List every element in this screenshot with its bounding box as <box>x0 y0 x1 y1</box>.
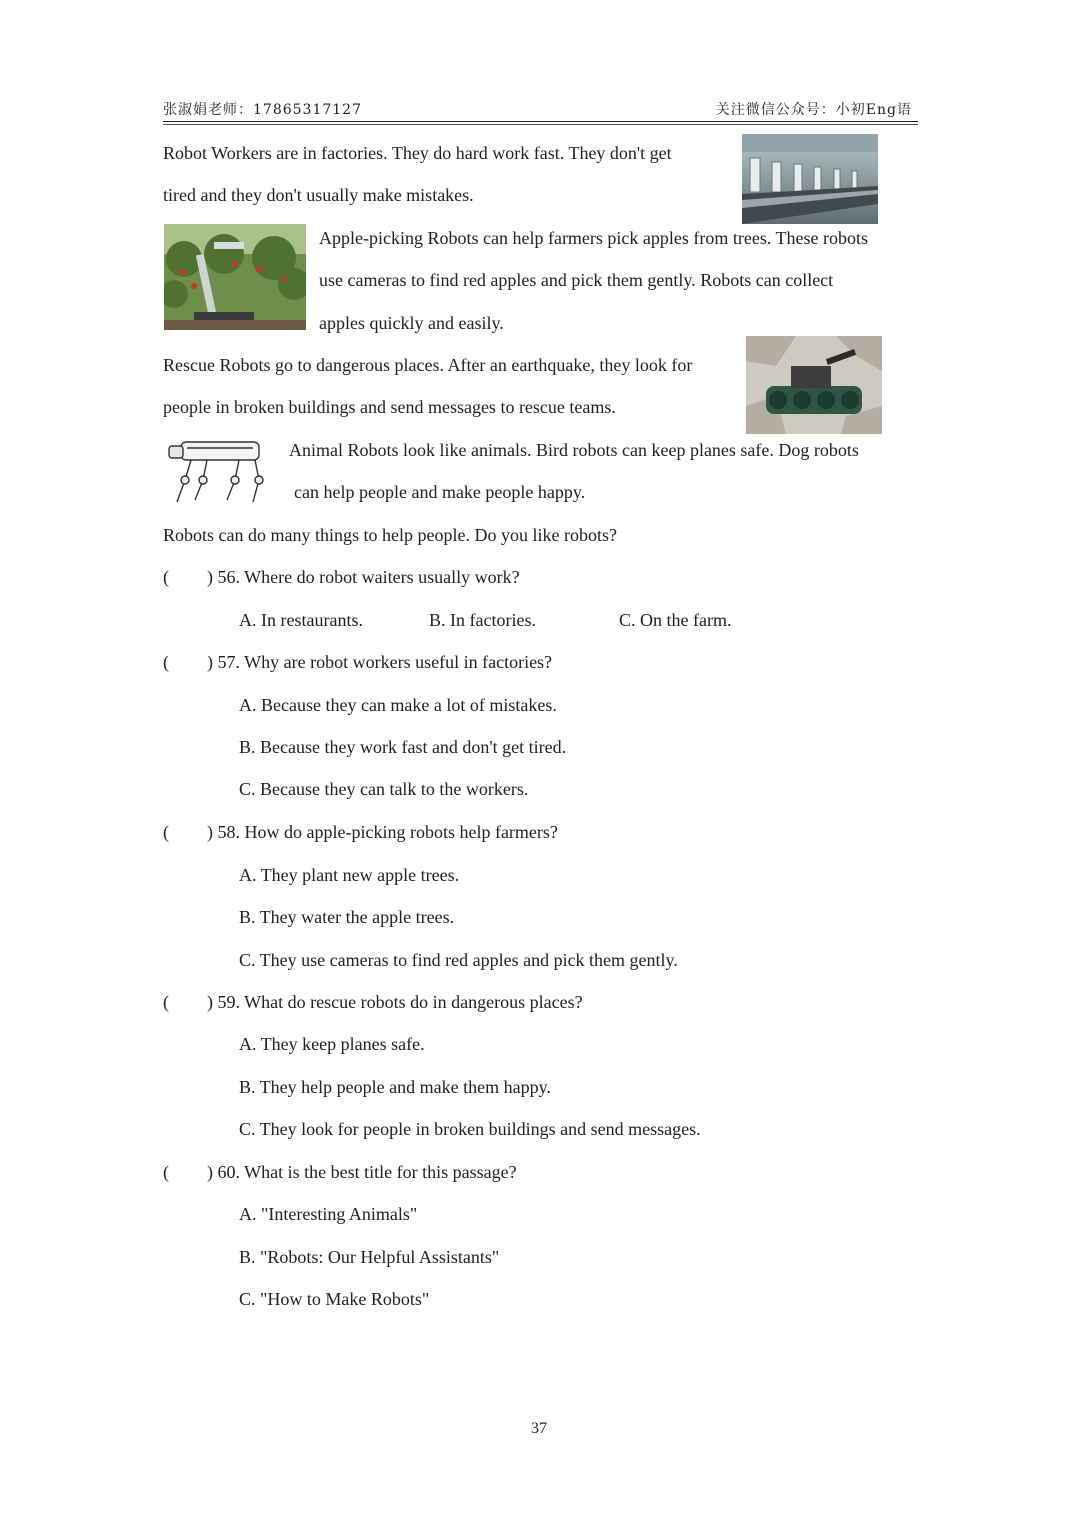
robot-dog-image <box>163 430 275 510</box>
passage-line: tired and they don't usually make mistakes. <box>163 185 474 205</box>
question-stem: ) 59. What do rescue robots do in dangerous places? <box>207 992 583 1012</box>
answer-bracket: ( <box>163 567 169 587</box>
option: C. "How to Make Robots" <box>239 1289 430 1309</box>
passage-line: apples quickly and easily. <box>319 313 504 333</box>
header-left: 张淑娟老师：17865317127 <box>163 102 362 118</box>
option: B. Because they work fast and don't get tired. <box>239 737 567 757</box>
option: A. They plant new apple trees. <box>239 865 460 885</box>
option: C. They use cameras to find red apples and pick them gently. <box>239 950 678 970</box>
factory-robots-image <box>742 134 878 224</box>
answer-bracket: ( <box>163 1162 169 1182</box>
answer-bracket: ( <box>163 822 169 842</box>
option: C. They look for people in broken buildings and send messages. <box>239 1119 701 1139</box>
option: B. "Robots: Our Helpful Assistants" <box>239 1247 500 1267</box>
passage-line: Robots can do many things to help people. Do you like robots? <box>163 525 617 545</box>
question-stem: ) 57. Why are robot workers useful in factories? <box>207 652 553 672</box>
passage-line: Rescue Robots go to dangerous places. After an earthquake, they look for <box>163 355 693 375</box>
header-right: 关注微信公众号：小初Eng语 <box>715 102 912 118</box>
rescue-robot-image <box>746 336 882 434</box>
question-stem: ) 56. Where do robot waiters usually work? <box>207 567 520 587</box>
passage-line: Robot Workers are in factories. They do hard work fast. They don't get <box>163 143 672 163</box>
question-stem: ) 58. How do apple-picking robots help farmers? <box>207 822 558 842</box>
option: B. They help people and make them happy. <box>239 1077 551 1097</box>
option: A. Because they can make a lot of mistakes. <box>239 695 557 715</box>
option: C. On the farm. <box>619 610 732 630</box>
header-rule <box>163 121 918 122</box>
apple-picking-robot-image <box>164 224 306 330</box>
answer-bracket: ( <box>163 652 169 672</box>
option: A. In restaurants. <box>239 610 363 630</box>
question-stem: ) 60. What is the best title for this passage? <box>207 1162 517 1182</box>
option: B. They water the apple trees. <box>239 907 455 927</box>
passage-line: can help people and make people happy. <box>294 482 586 502</box>
header-rule-thin <box>163 124 918 125</box>
option: A. "Interesting Animals" <box>239 1204 418 1224</box>
option: B. In factories. <box>429 610 536 630</box>
option: C. Because they can talk to the workers. <box>239 779 529 799</box>
option: A. They keep planes safe. <box>239 1034 425 1054</box>
passage-line: people in broken buildings and send messages to rescue teams. <box>163 397 616 417</box>
answer-bracket: ( <box>163 992 169 1012</box>
passage-line: Animal Robots look like animals. Bird robots can keep planes safe. Dog robots <box>289 440 859 460</box>
passage-line: Apple-picking Robots can help farmers pick apples from trees. These robots <box>319 228 869 248</box>
passage-line: use cameras to find red apples and pick them gently. Robots can collect <box>319 270 834 290</box>
page-number: 37 <box>531 1420 547 1437</box>
